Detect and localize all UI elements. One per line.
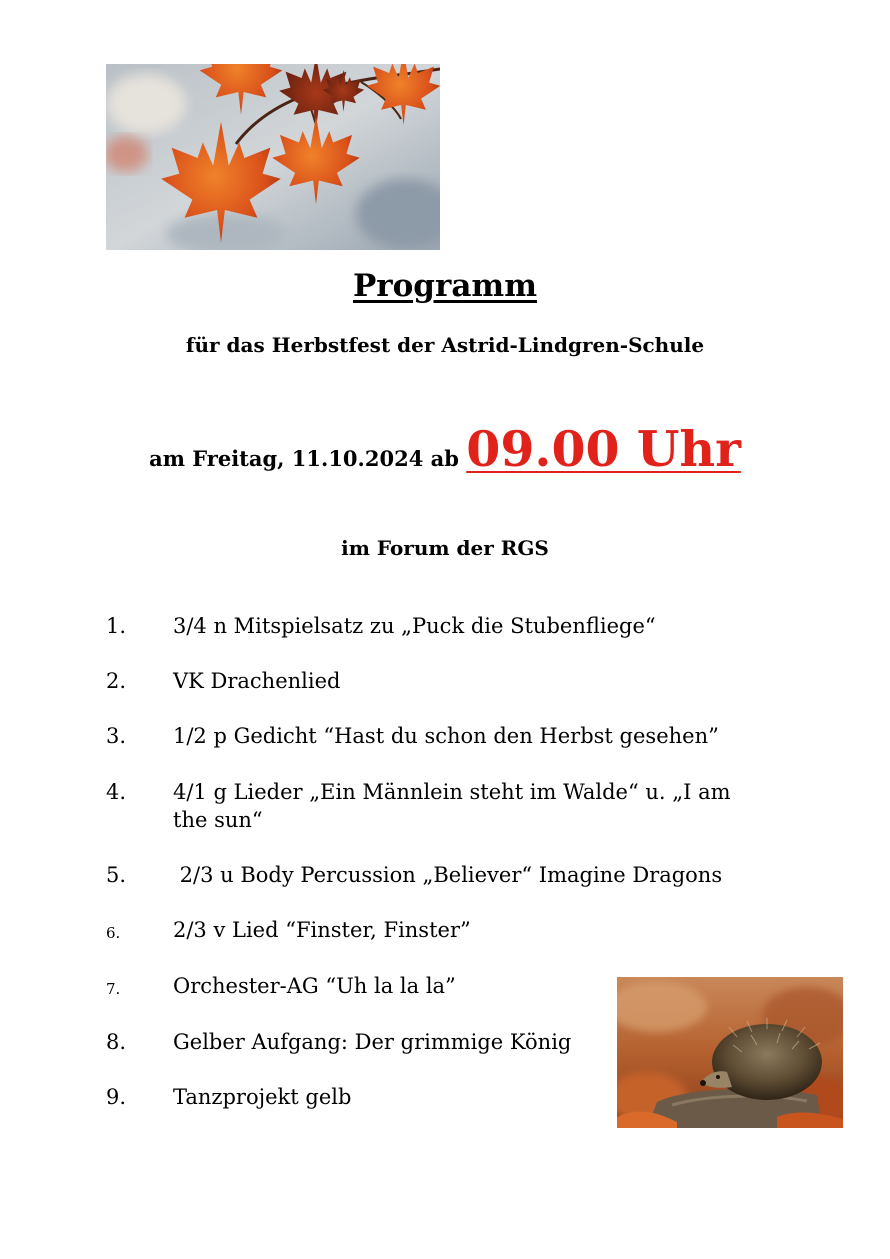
item-number: 5.	[106, 863, 127, 887]
item-text: 1/2 p Gedicht “Hast du schon den Herbst gesehen”	[173, 724, 719, 748]
item-text: 2/3 u Body Percussion „Believer“ Imagine Dragons	[173, 863, 723, 887]
item-number: 1.	[106, 614, 127, 638]
date-text: am Freitag, 11.10.2024 ab	[149, 446, 459, 471]
start-time: 09.00 Uhr	[466, 420, 741, 478]
item-text: Tanzprojekt gelb	[173, 1085, 352, 1109]
item-text: VK Drachenlied	[173, 669, 341, 693]
maple-leaves-photo	[106, 64, 440, 250]
page-title: Programm	[352, 268, 538, 304]
hedgehog-photo	[617, 977, 843, 1128]
item-number: 6.	[106, 924, 121, 942]
location: im Forum der RGS	[341, 536, 549, 560]
item-text: Gelber Aufgang: Der grimmige König	[173, 1030, 572, 1054]
item-number: 7.	[106, 980, 121, 998]
item-text: 3/4 n Mitspielsatz zu „Puck die Stubenfliege“	[173, 614, 656, 638]
item-text: Orchester-AG “Uh la la la”	[173, 974, 456, 998]
item-number: 4.	[106, 780, 127, 804]
item-number: 8.	[106, 1030, 127, 1054]
date-line	[0, 420, 890, 478]
item-text: 2/3 v Lied “Finster, Finster”	[173, 918, 471, 942]
item-number: 2.	[106, 669, 127, 693]
subtitle: für das Herbstfest der Astrid-Lindgren-Schule	[185, 333, 705, 357]
item-text: 4/1 g Lieder „Ein Männlein steht im Walde“ u. „I am the sun“	[173, 780, 731, 832]
item-number: 3.	[106, 724, 127, 748]
item-number: 9.	[106, 1085, 127, 1109]
